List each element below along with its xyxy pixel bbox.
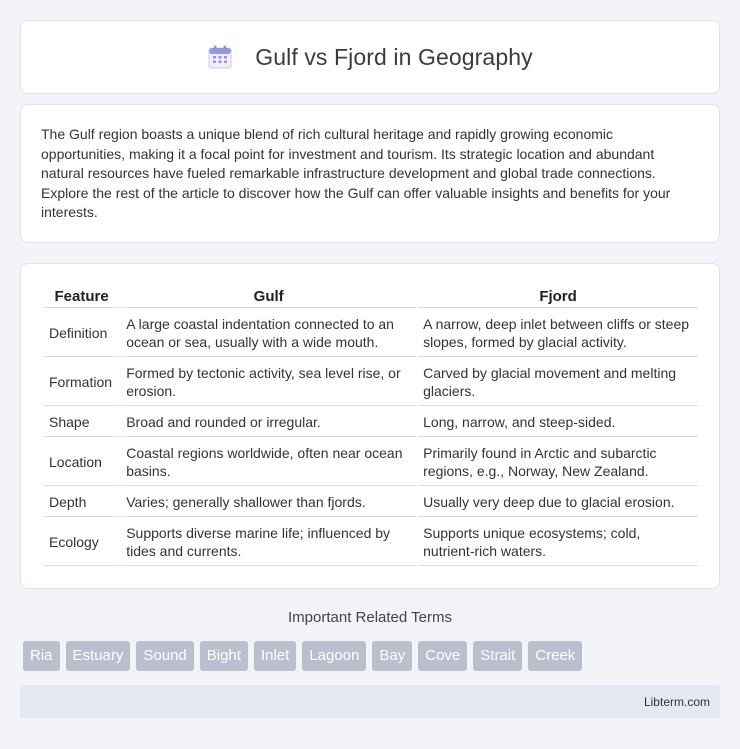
footer xyxy=(20,685,720,718)
table-row xyxy=(44,408,698,437)
fjord-cell: Supports unique ecosystems; cold, nutrient-rich waters. xyxy=(418,519,698,566)
footer-site-link[interactable]: Libterm.com xyxy=(643,694,710,709)
fjord-cell: Usually very deep due to glacial erosion. xyxy=(418,488,698,517)
gulf-cell: Broad and rounded or irregular. xyxy=(121,408,416,437)
fjord-cell: Carved by glacial movement and melting glaciers. xyxy=(418,359,698,406)
table-header-row xyxy=(44,286,698,308)
table-row xyxy=(44,439,698,486)
table-row xyxy=(44,488,698,517)
table-row xyxy=(44,310,698,357)
related-terms-title: Important Related Terms xyxy=(288,609,452,626)
header-card xyxy=(20,20,720,94)
header-fjord: Fjord xyxy=(418,286,698,308)
tag-cove[interactable]: Cove xyxy=(418,641,467,671)
tag-bay[interactable]: Bay xyxy=(372,641,412,671)
comparison-table xyxy=(42,284,700,568)
intro-card xyxy=(20,104,720,243)
feature-cell: Ecology xyxy=(44,519,119,566)
feature-cell: Formation xyxy=(44,359,119,406)
table-row xyxy=(44,359,698,406)
feature-cell: Location xyxy=(44,439,119,486)
tag-bight[interactable]: Bight xyxy=(200,641,248,671)
tag-creek[interactable]: Creek xyxy=(528,641,582,671)
tag-sound[interactable]: Sound xyxy=(136,641,193,671)
gulf-cell: Varies; generally shallower than fjords. xyxy=(121,488,416,517)
feature-cell: Shape xyxy=(44,408,119,437)
tag-ria[interactable]: Ria xyxy=(23,641,60,671)
tag-lagoon[interactable]: Lagoon xyxy=(302,641,366,671)
header-gulf: Gulf xyxy=(121,286,416,308)
related-tags xyxy=(23,641,582,671)
title-wrap xyxy=(207,44,532,71)
feature-cell: Depth xyxy=(44,488,119,517)
comparison-card xyxy=(20,263,720,589)
page-title: Gulf vs Fjord in Geography xyxy=(255,43,533,70)
fjord-cell: Long, narrow, and steep-sided. xyxy=(418,408,698,437)
gulf-cell: Coastal regions worldwide, often near ocean basins. xyxy=(121,439,416,486)
table-row xyxy=(44,519,698,566)
tag-inlet[interactable]: Inlet xyxy=(254,641,296,671)
calendar-icon xyxy=(207,44,233,70)
header-feature: Feature xyxy=(44,286,119,308)
gulf-cell: Formed by tectonic activity, sea level rise, or erosion. xyxy=(121,359,416,406)
gulf-cell: A large coastal indentation connected to an ocean or sea, usually with a wide mouth. xyxy=(121,310,416,357)
fjord-cell: Primarily found in Arctic and subarctic regions, e.g., Norway, New Zealand. xyxy=(418,439,698,486)
feature-cell: Definition xyxy=(44,310,119,357)
gulf-cell: Supports diverse marine life; influenced by tides and currents. xyxy=(121,519,416,566)
fjord-cell: A narrow, deep inlet between cliffs or steep slopes, formed by glacial activity. xyxy=(418,310,698,357)
tag-strait[interactable]: Strait xyxy=(473,641,522,671)
tag-estuary[interactable]: Estuary xyxy=(66,641,131,671)
intro-paragraph: The Gulf region boasts a unique blend of rich cultural heritage and rapidly growing economic opportunities, making it a focal point for investment and tourism. Its strategic location and abundant natural resources have fueled remarkable infrastructure development and global trade connections. Explore the rest of the article to discover how the Gulf can offer valuable insights and benefits for your interests. xyxy=(41,126,671,221)
